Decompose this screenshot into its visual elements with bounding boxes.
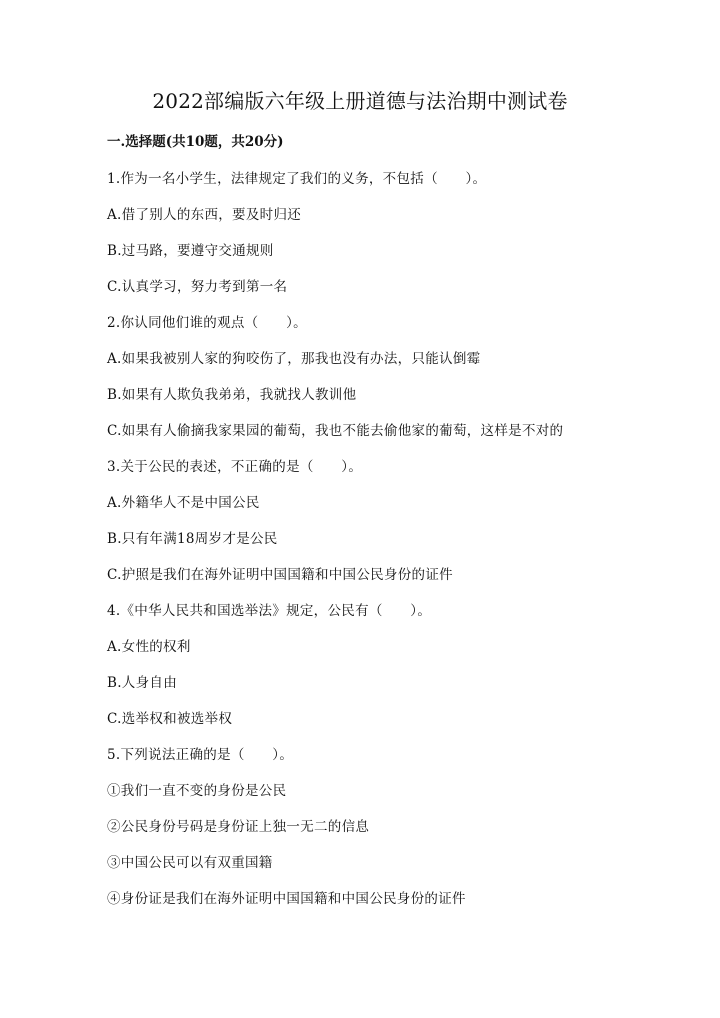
question-3-option-a: A.外籍华人不是中国公民 xyxy=(107,495,260,511)
question-4-option-b: B.人身自由 xyxy=(107,675,178,691)
question-5-statement-4: ④身份证是我们在海外证明中国国籍和中国公民身份的证件 xyxy=(107,891,466,907)
question-3-option-b: B.只有年满18周岁才是公民 xyxy=(107,531,278,547)
question-5-stem: 5.下列说法正确的是（ ）。 xyxy=(107,747,294,763)
question-2-option-c: C.如果有人偷摘我家果园的葡萄，我也不能去偷他家的葡萄，这样是不对的 xyxy=(107,423,564,439)
question-list xyxy=(107,169,667,925)
question-2-option-a: A.如果我被别人家的狗咬伤了，那我也没有办法，只能认倒霉 xyxy=(107,351,481,367)
question-4-option-a: A.女性的权利 xyxy=(107,639,191,655)
question-5-statement-3: ③中国公民可以有双重国籍 xyxy=(107,855,273,871)
question-1-option-c: C.认真学习，努力考到第一名 xyxy=(107,279,288,295)
question-1-stem: 1.作为一名小学生，法律规定了我们的义务，不包括（ ）。 xyxy=(107,171,487,187)
question-1-option-b: B.过马路，要遵守交通规则 xyxy=(107,243,274,259)
question-4-option-c: C.选举权和被选举权 xyxy=(107,711,233,727)
question-3-stem: 3.关于公民的表述，不正确的是（ ）。 xyxy=(107,459,363,475)
question-2-stem: 2.你认同他们谁的观点（ ）。 xyxy=(107,315,307,331)
question-4-stem: 4.《中华人民共和国选举法》规定，公民有（ ）。 xyxy=(107,603,432,619)
question-1-option-a: A.借了别人的东西，要及时归还 xyxy=(107,207,302,223)
section-heading: 一.选择题(共10题，共20分) xyxy=(107,134,284,150)
page-title: 2022部编版六年级上册道德与法治期中测试卷 xyxy=(152,89,568,113)
question-3-option-c: C.护照是我们在海外证明中国国籍和中国公民身份的证件 xyxy=(107,567,453,583)
question-5-statement-1: ①我们一直不变的身份是公民 xyxy=(107,783,287,799)
question-2-option-b: B.如果有人欺负我弟弟，我就找人教训他 xyxy=(107,387,357,403)
question-5-statement-2: ②公民身份号码是身份证上独一无二的信息 xyxy=(107,819,370,835)
